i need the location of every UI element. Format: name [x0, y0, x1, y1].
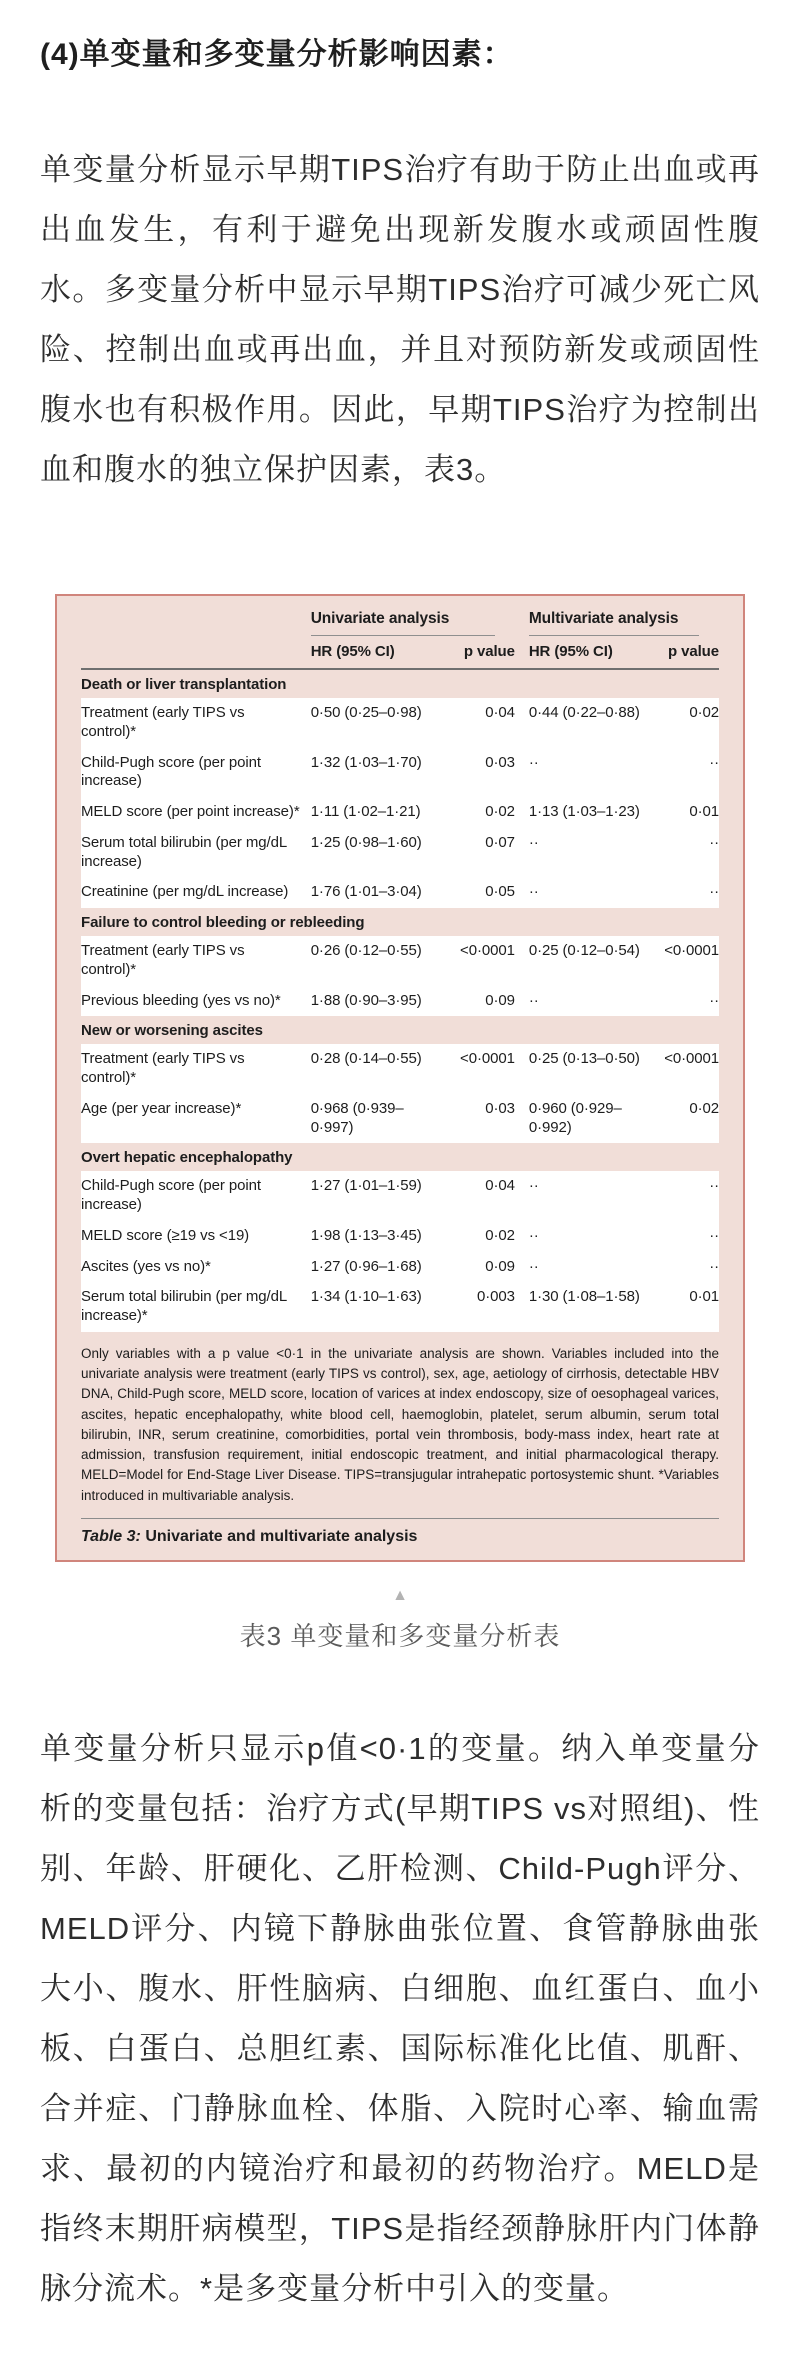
value-cell: <0·0001 [649, 936, 719, 986]
univariate-hr-header: HR (95% CI) [311, 636, 445, 669]
section-heading: (4)单变量和多变量分析影响因素： [40, 38, 514, 71]
value-cell: 0·09 [445, 986, 515, 1017]
value-cell: 0·04 [445, 1171, 515, 1221]
value-cell: ·· [515, 877, 649, 908]
section-title-cell: Failure to control bleeding or rebleeding [81, 914, 365, 931]
analysis-table-body [81, 669, 719, 1332]
value-cell: ·· [649, 1252, 719, 1283]
value-cell: 0·02 [649, 698, 719, 748]
value-cell: 0·26 (0·12–0·55) [311, 936, 445, 986]
table-data-row [81, 1044, 719, 1094]
value-cell: <0·0001 [649, 1044, 719, 1094]
section-title-cell: Overt hepatic encephalopathy [81, 1149, 293, 1167]
value-cell: 0·02 [445, 1221, 515, 1252]
value-cell: 1·13 (1·03–1·23) [515, 797, 649, 828]
table-data-row [81, 1221, 719, 1252]
triangle-up-icon: ▲ [392, 1586, 408, 1604]
table-data-row [81, 698, 719, 748]
empty-header-cell [81, 608, 311, 636]
lancet-table-figure [55, 594, 745, 1562]
section-title-cell: New or worsening ascites [81, 1022, 263, 1040]
value-cell: 0·03 [445, 1094, 515, 1144]
value-cell: ·· [515, 986, 649, 1017]
value-cell: 0·28 (0·14–0·55) [311, 1044, 445, 1094]
univariate-pvalue-header: p value [445, 636, 515, 669]
table-caption [81, 1519, 719, 1548]
value-cell: 1·88 (0·90–3·95) [311, 986, 445, 1017]
value-cell: 0·02 [649, 1094, 719, 1144]
univariate-group-header [311, 608, 515, 636]
multivariate-hr-header: HR (95% CI) [515, 636, 649, 669]
table-data-row [81, 748, 719, 798]
table-data-row [81, 828, 719, 878]
value-cell: 1·98 (1·13–3·45) [311, 1221, 445, 1252]
empty-subheader-cell [81, 636, 311, 669]
variable-cell: Child-Pugh score (per point increase) [81, 1171, 311, 1221]
value-cell: ·· [515, 828, 649, 878]
table-data-row [81, 1094, 719, 1144]
section-title-cell: Death or liver transplantation [81, 676, 287, 693]
table-footnote: Only variables with a p value <0·1 in the univariate analysis are shown. Variables included into the univariate analysis were treatment (early TIPS vs control), sex, age, aetiology of cirrhosis, detectable HBV DNA, Child-Pugh score, MELD score, location of varices at index endoscopy, size of oesophageal varices, ascites, hepatic encephalopathy, white blood cell, haemoglobin, platelet, serum albumin, serum total bilirubin, INR, serum creatinine, comorbidities, portal vein thrombosis, body-mass index, heart rate at admission, transfusion requirement, initial endoscopic treatment, and initial pharmacological therapy. MELD=Model for End-Stage Liver Disease. TIPS=transjugular intrahepatic portosystemic shunt. *Variables introduced in multivariable analysis. [81, 1345, 719, 1503]
value-cell: 1·30 (1·08–1·58) [515, 1282, 649, 1332]
variable-cell: Serum total bilirubin (per mg/dL increase)* [81, 1282, 311, 1332]
group-header-row [81, 608, 719, 636]
multivariate-group-label: Multivariate analysis [529, 610, 699, 636]
value-cell: 0·25 (0·13–0·50) [515, 1044, 649, 1094]
value-cell: ·· [515, 1171, 649, 1221]
variable-cell: MELD score (per point increase)* [81, 797, 311, 828]
value-cell: 1·27 (0·96–1·68) [311, 1252, 445, 1283]
value-cell: 0·01 [649, 1282, 719, 1332]
value-cell: ·· [515, 748, 649, 798]
value-cell: 0·44 (0·22–0·88) [515, 698, 649, 748]
variable-cell: Age (per year increase)* [81, 1094, 311, 1144]
value-cell: ·· [649, 1221, 719, 1252]
variable-cell: Ascites (yes vs no)* [81, 1252, 311, 1283]
table-caption-label: Table 3: [81, 1527, 141, 1545]
univariate-group-label: Univariate analysis [311, 610, 495, 636]
value-cell: <0·0001 [445, 1044, 515, 1094]
value-cell: 0·960 (0·929–0·992) [515, 1094, 649, 1144]
analysis-table [81, 608, 719, 1332]
body-paragraph-2: 单变量分析只显示p值<0·1的变量。纳入单变量分析的变量包括：治疗方式(早期TIPS vs对照组)、性别、年龄、肝硬化、乙肝检测、Child-Pugh评分、MELD评分、内镜下静脉曲张位置、食管静脉曲张大小、腹水、肝性脑病、白细胞、血红蛋白、血小板、白蛋白、总胆红素、国际标准化比值、肌酐、合并症、门静脉血栓、体脂、入院时心率、输血需求、最初的内镜治疗和最初的药物治疗。MELD是指终末期肝病模型，TIPS是指经颈静脉肝内门体静脉分流术。*是多变量分析中引入的变量。 [40, 1730, 760, 2306]
variable-cell: Previous bleeding (yes vs no)* [81, 986, 311, 1017]
value-cell: 0·003 [445, 1282, 515, 1332]
variable-cell: Treatment (early TIPS vs control)* [81, 1044, 311, 1094]
value-cell: 0·968 (0·939–0·997) [311, 1094, 445, 1144]
table-data-row [81, 1252, 719, 1283]
table-section-row [81, 1016, 719, 1044]
figure-caption-block [40, 1588, 760, 1604]
table-data-row [81, 1171, 719, 1221]
value-cell: ·· [649, 748, 719, 798]
variable-cell: Treatment (early TIPS vs control)* [81, 936, 311, 986]
value-cell: 0·04 [445, 698, 515, 748]
value-cell: ·· [649, 1171, 719, 1221]
value-cell: ·· [649, 877, 719, 908]
value-cell: 1·32 (1·03–1·70) [311, 748, 445, 798]
value-cell: 0·25 (0·12–0·54) [515, 936, 649, 986]
variable-cell: Child-Pugh score (per point increase) [81, 748, 311, 798]
multivariate-pvalue-header: p value [649, 636, 719, 669]
multivariate-group-header [515, 608, 719, 636]
value-cell: ·· [649, 828, 719, 878]
value-cell: 0·01 [649, 797, 719, 828]
table-data-row [81, 797, 719, 828]
value-cell: ·· [515, 1221, 649, 1252]
table-data-row [81, 936, 719, 986]
body-paragraph-1: 单变量分析显示早期TIPS治疗有助于防止出血或再出血发生，有利于避免出现新发腹水或顽固性腹水。多变量分析中显示早期TIPS治疗可减少死亡风险、控制出血或再出血，并且对预防新发或顽固性腹水也有积极作用。因此，早期TIPS治疗为控制出血和腹水的独立保护因素，表3。 [40, 152, 760, 487]
variable-cell: MELD score (≥19 vs <19) [81, 1221, 311, 1252]
table-section-row [81, 1143, 719, 1171]
value-cell: 1·76 (1·01–3·04) [311, 877, 445, 908]
value-cell: 1·25 (0·98–1·60) [311, 828, 445, 878]
table-data-row [81, 877, 719, 908]
value-cell: 0·50 (0·25–0·98) [311, 698, 445, 748]
value-cell: 1·34 (1·10–1·63) [311, 1282, 445, 1332]
table-section-row [81, 908, 719, 936]
value-cell: ·· [515, 1252, 649, 1283]
table-data-row [81, 986, 719, 1017]
value-cell: 0·05 [445, 877, 515, 908]
sub-header-row [81, 636, 719, 669]
variable-cell: Serum total bilirubin (per mg/dL increase) [81, 828, 311, 878]
variable-cell: Treatment (early TIPS vs control)* [81, 698, 311, 748]
value-cell: 0·02 [445, 797, 515, 828]
value-cell: <0·0001 [445, 936, 515, 986]
value-cell: ·· [649, 986, 719, 1017]
analysis-table-header [81, 608, 719, 669]
table-data-row [81, 1282, 719, 1332]
value-cell: 0·09 [445, 1252, 515, 1283]
value-cell: 0·03 [445, 748, 515, 798]
table-section-row [81, 669, 719, 698]
variable-cell: Creatinine (per mg/dL increase) [81, 877, 311, 908]
figure-caption: 表3 单变量和多变量分析表 [239, 1620, 561, 1651]
value-cell: 1·27 (1·01–1·59) [311, 1171, 445, 1221]
value-cell: 1·11 (1·02–1·21) [311, 797, 445, 828]
table-caption-text: Univariate and multivariate analysis [145, 1527, 418, 1545]
value-cell: 0·07 [445, 828, 515, 878]
